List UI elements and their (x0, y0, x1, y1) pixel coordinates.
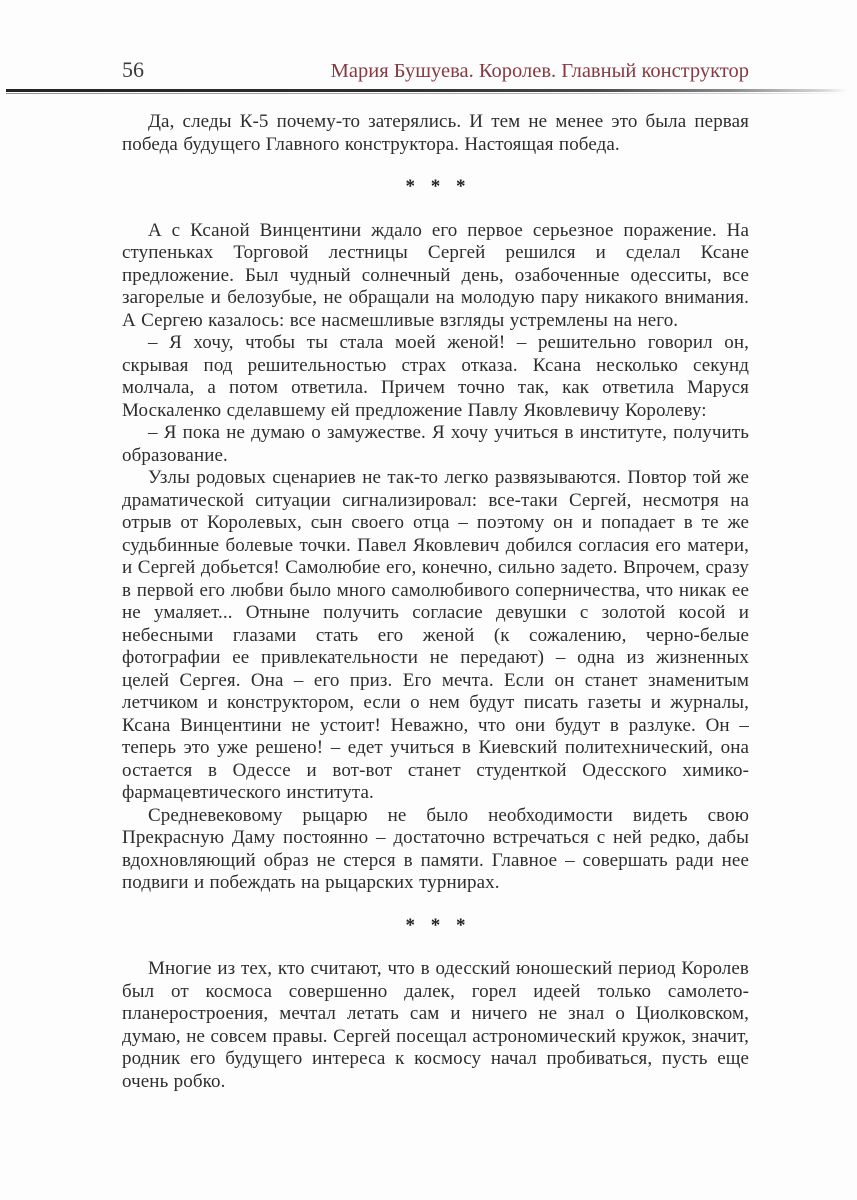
running-title: Мария Бушуева. Королев. Главный конструктор (330, 60, 749, 82)
page-body (122, 111, 749, 1093)
paragraph: Да, следы К-5 почему-то затерялись. И тем не менее это была первая победа будущего Главного конструктора. Настоящая победа. (122, 111, 749, 155)
section-separator: * * * (405, 914, 466, 936)
header-divider-shadow (6, 93, 848, 94)
header-divider-line (6, 89, 848, 92)
paragraph: Узлы родовых сценариев не так-то легко развязываются. Повтор той же драматической ситуации сигнализировал: все-таки Сергей, несмотря на отрыв от Королевых, сын своего отца – поэтому он и попадает в те же судьбинные болевые точки. Павел Яковлевич добился согласия его матери, и Сергей добьется! Самолюбие его, конечно, сильно задето. Впрочем, сразу в первой его любви было много самолюбивого соперничества, что никак ее не умаляет... Отныне получить согласие девушки с золотой косой и небесными глазами стать его женой (к сожалению, черно-белые фотографии ее привлекательности не передают) – одна из жизненных целей Сергея. Она – его приз. Его мечта. Если он станет знаменитым летчиком и конструктором, если о нем будут писать газеты и журналы, Ксана Винцентини не устоит! Неважно, что они будут в разлуке. Он – теперь это уже решено! – едет учиться в Киевский политехнический, она остается в Одессе и вот-вот станет студенткой Одесского химико-фармацевтического института. (122, 467, 749, 803)
paragraph: – Я хочу, чтобы ты стала моей женой! – решительно говорил он, скрывая под решительностью страх отказа. Ксана несколько секунд молчала, а потом ответила. Причем точно так, как ответила Маруся Москаленко сделавшему ей предложение Павлу Яковлевичу Королеву: (122, 332, 749, 421)
page-header (122, 58, 749, 83)
paragraph: – Я пока не думаю о замужестве. Я хочу учиться в институте, получить образование. (122, 422, 749, 466)
paragraph: А с Ксаной Винцентини ждало его первое серьезное поражение. На ступеньках Торговой лестницы Сергей решился и сделал Ксане предложение. Был чудный солнечный день, озабоченные одесситы, все загорелые и белозубые, не обращали на молодую пару никакого внимания. А Сергею казалось: все насмешливые взгляды устремлены на него. (122, 219, 749, 331)
paragraph: Средневековому рыцарю не было необходимости видеть свою Прекрасную Даму постоянно – достаточно встречаться с ней редко, дабы вдохновляющий образ не стерся в памяти. Главное – совершать ради нее подвиги и побеждать на рыцарских турнирах. (122, 804, 749, 893)
section-separator: * * * (405, 176, 466, 197)
paragraph: Многие из тех, кто считают, что в одесский юношеский период Королев был от космоса совершенно далек, горел идеей только самолето-планеростроения, мечтал летать сам и ничего не знал о Циолковском, думаю, не совсем правы. Сергей посещал астрономический кружок, значит, родник его будущего интереса к космосу начал пробиваться, пусть еще очень робко. (122, 958, 749, 1092)
page-number: 56 (122, 57, 144, 82)
header-divider (6, 89, 848, 95)
